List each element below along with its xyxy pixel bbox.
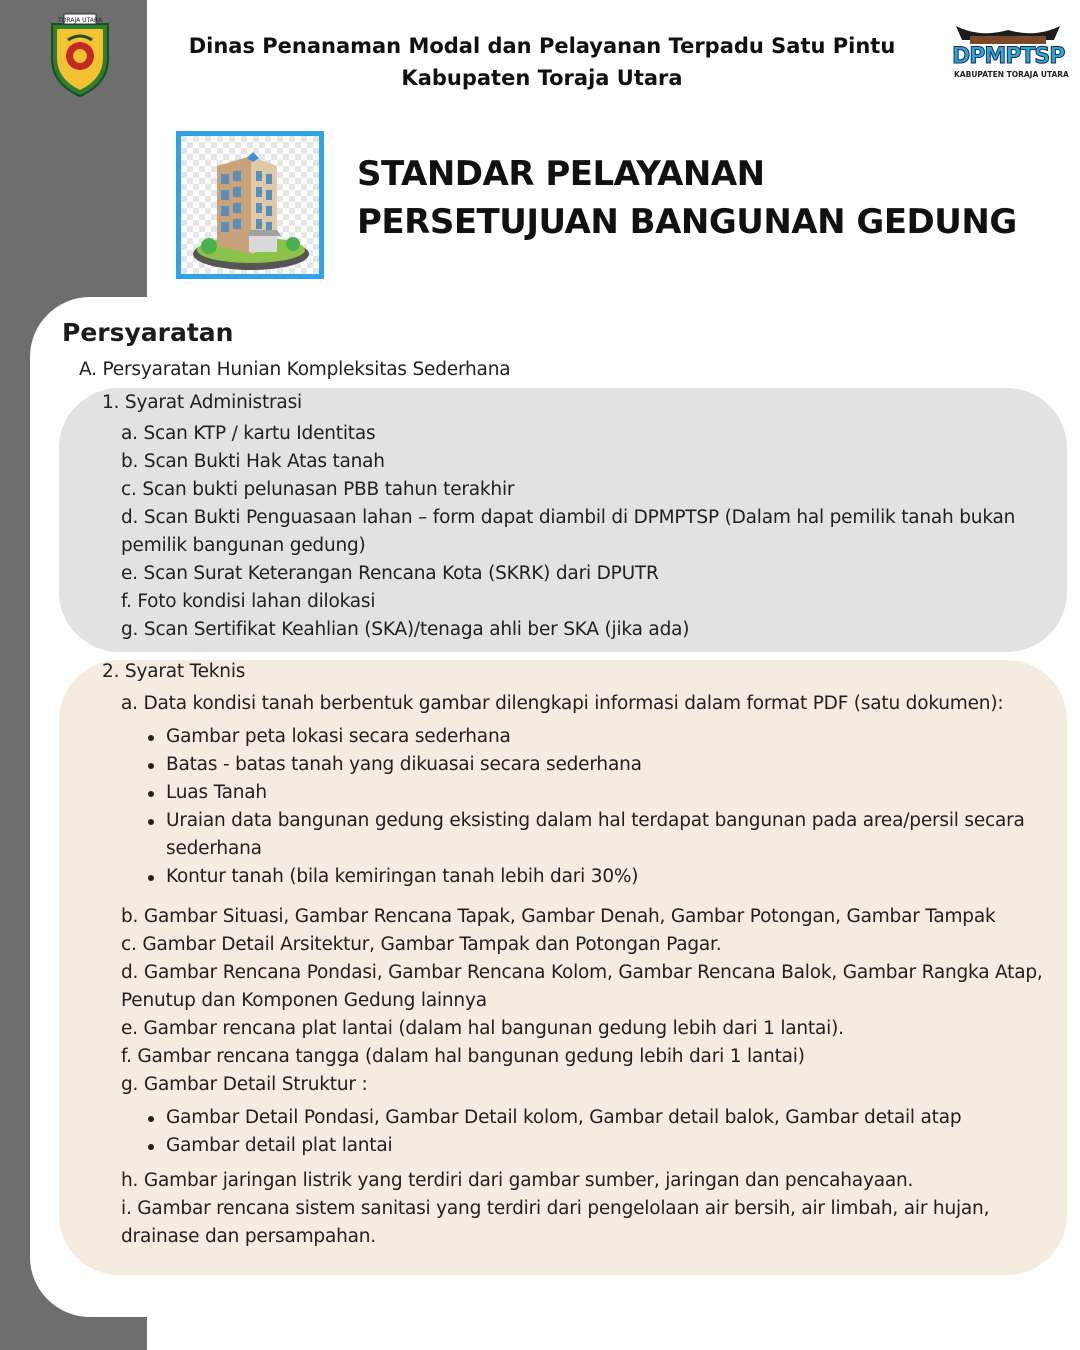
teknis-bullet: Gambar peta lokasi secara sederhana <box>166 723 511 751</box>
admin-item-continuation: pemilik bangunan gedung) <box>121 535 366 556</box>
section-subheading: A. Persyaratan Hunian Kompleksitas Sederhana <box>79 359 511 380</box>
teknis-item-continuation: Penutup dan Komponen Gedung lainnya <box>121 990 487 1011</box>
page-title <box>357 150 1017 246</box>
teknis-item: f. Gambar rencana tangga (dalam hal bangunan gedung lebih dari 1 lantai) <box>121 1046 805 1067</box>
agency-name-line1: Dinas Penanaman Modal dan Pelayanan Terpadu Satu Pintu <box>188 34 896 58</box>
teknis-heading: 2. Syarat Teknis <box>102 661 246 682</box>
teknis-item: h. Gambar jaringan listrik yang terdiri dari gambar sumber, jaringan dan pencahayaan. <box>121 1170 914 1191</box>
section-heading: Persyaratan <box>62 318 234 347</box>
teknis-item: i. Gambar rencana sistem sanitasi yang terdiri dari pengelolaan air bersih, air limbah, air hujan, <box>121 1198 990 1219</box>
dpmptsp-sub: KABUPATEN TORAJA UTARA <box>954 70 1069 79</box>
teknis-item: e. Gambar rencana plat lantai (dalam hal bangunan gedung lebih dari 1 lantai). <box>121 1018 844 1039</box>
admin-item: g. Scan Sertifikat Keahlian (SKA)/tenaga ahli ber SKA (jika ada) <box>121 619 690 640</box>
admin-heading: 1. Syarat Administrasi <box>102 392 302 413</box>
teknis-bullet: Batas - batas tanah yang dikuasai secara sederhana <box>166 751 642 779</box>
agency-name-line2: Kabupaten Toraja Utara <box>401 66 683 90</box>
admin-item: f. Foto kondisi lahan dilokasi <box>121 591 376 612</box>
admin-item: d. Scan Bukti Penguasaan lahan – form dapat diambil di DPMPTSP (Dalam hal pemilik tanah bukan <box>121 507 1016 528</box>
dpmptsp-brand: DPMPTSP <box>952 44 1065 69</box>
teknis-bullet: Gambar detail plat lantai <box>166 1132 392 1160</box>
toraja-utara-emblem <box>44 10 116 100</box>
building-illustration <box>176 131 324 279</box>
teknis-item: d. Gambar Rencana Pondasi, Gambar Rencana Kolom, Gambar Rencana Balok, Gambar Rangka Atap, <box>121 962 1043 983</box>
teknis-item: b. Gambar Situasi, Gambar Rencana Tapak, Gambar Denah, Gambar Potongan, Gambar Tampak <box>121 906 996 927</box>
admin-item: e. Scan Surat Keterangan Rencana Kota (SKRK) dari DPUTR <box>121 563 659 584</box>
dpmptsp-logo <box>950 20 1068 88</box>
teknis-bullet-continuation: sederhana <box>166 838 262 859</box>
teknis-item: g. Gambar Detail Struktur : <box>121 1074 368 1095</box>
teknis-bullet: Uraian data bangunan gedung eksisting dalam hal terdapat bangunan pada area/persil secara <box>166 807 1025 835</box>
teknis-bullet: Kontur tanah (bila kemiringan tanah lebih dari 30%) <box>166 863 638 891</box>
admin-item: b. Scan Bukti Hak Atas tanah <box>121 451 385 472</box>
page-title-line1: STANDAR PELAYANAN <box>357 154 765 194</box>
page-title-line2: PERSETUJUAN BANGUNAN GEDUNG <box>357 202 1017 242</box>
teknis-item-continuation: drainase dan persampahan. <box>121 1226 376 1247</box>
teknis-bullet: Luas Tanah <box>166 779 267 807</box>
admin-item: c. Scan bukti pelunasan PBB tahun terakhir <box>121 479 515 500</box>
teknis-item: c. Gambar Detail Arsitektur, Gambar Tampak dan Potongan Pagar. <box>121 934 722 955</box>
admin-item: a. Scan KTP / kartu Identitas <box>121 423 376 444</box>
emblem-label: TORAJA UTARA <box>58 17 102 24</box>
teknis-bullet: Gambar Detail Pondasi, Gambar Detail kolom, Gambar detail balok, Gambar detail atap <box>166 1104 961 1132</box>
agency-header <box>147 30 937 94</box>
teknis-item: a. Data kondisi tanah berbentuk gambar dilengkapi informasi dalam format PDF (satu dokumen): <box>121 693 1004 714</box>
